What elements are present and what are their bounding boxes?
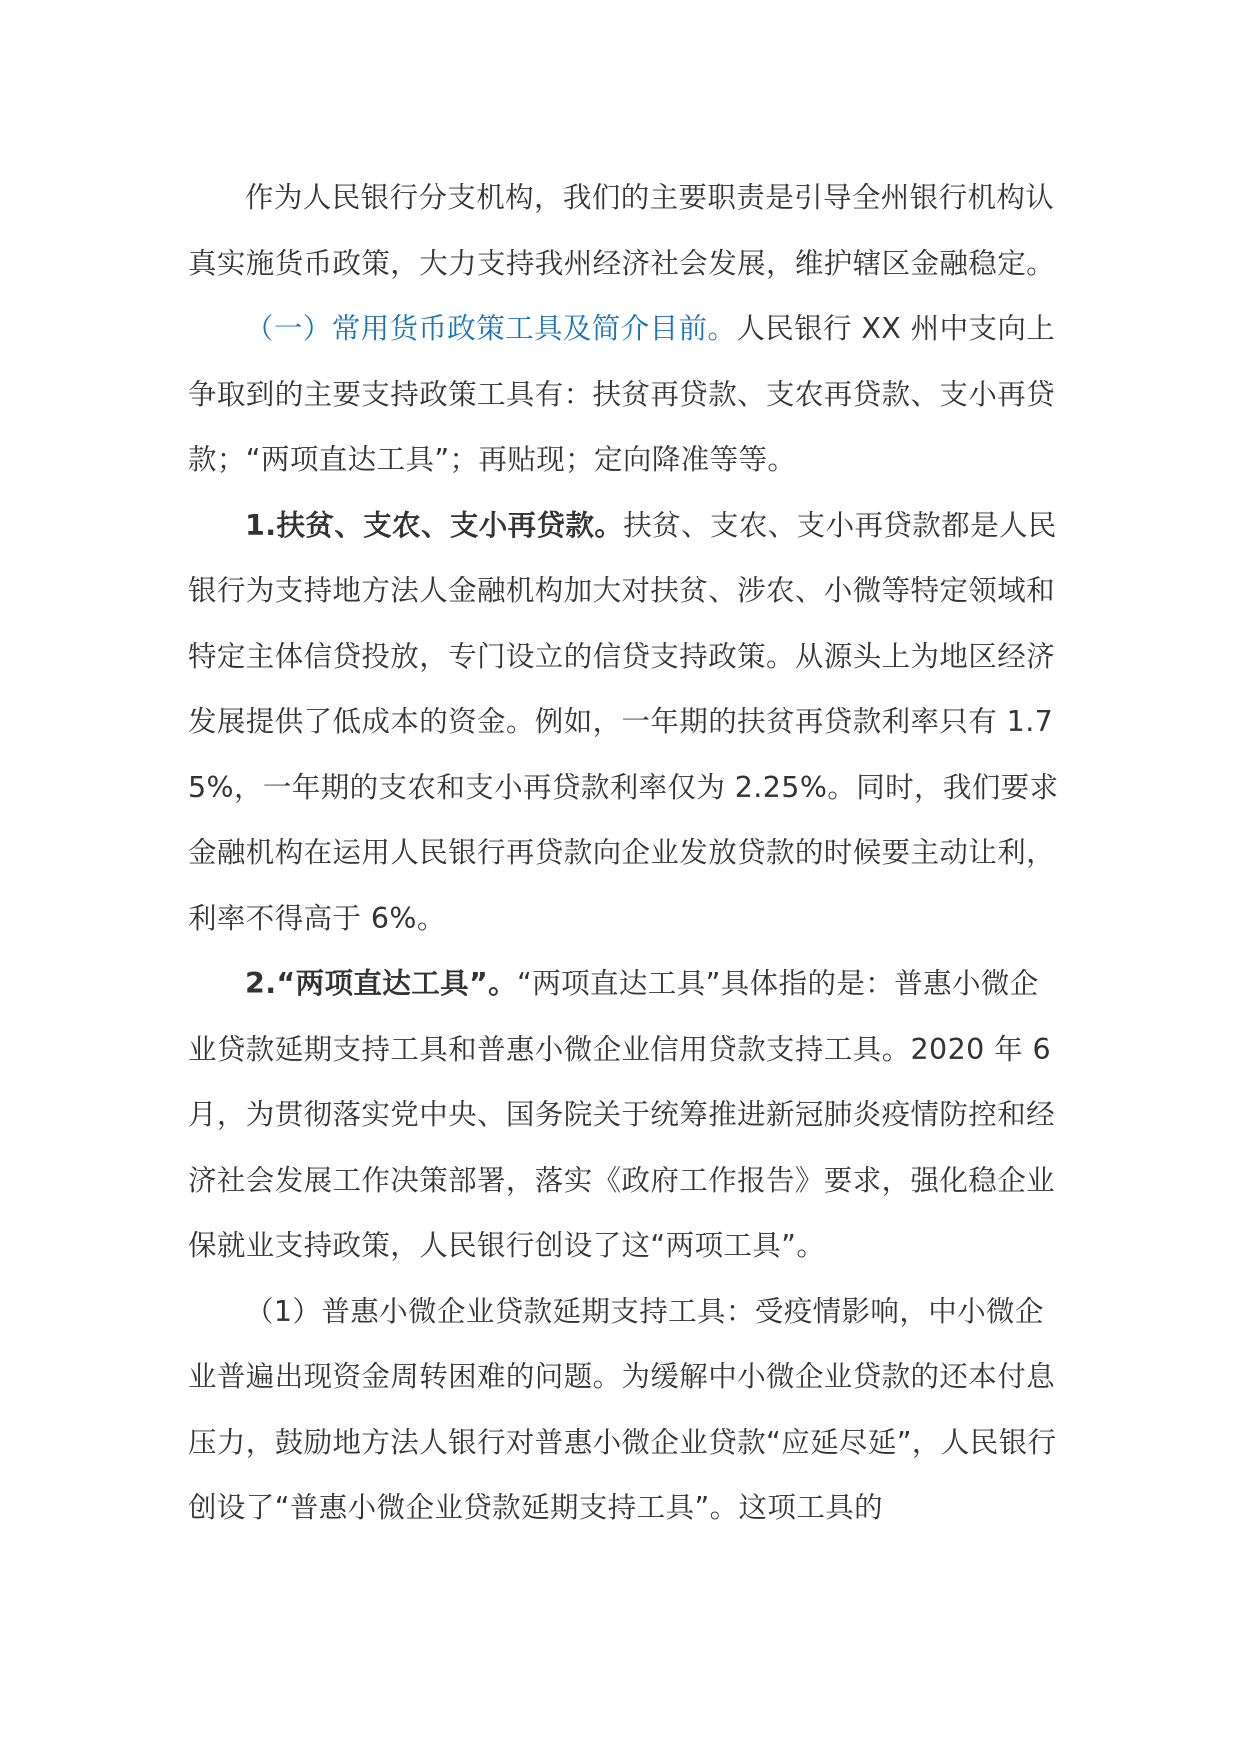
item-2-heading: 2.“两项直达工具”。 xyxy=(245,967,518,1000)
document-body xyxy=(188,165,1060,1541)
item-1-body: 扶贫、支农、支小再贷款都是人民银行为支持地方法人金融机构加大对扶贫、涉农、小微等特定领域和特定主体信贷投放，专门设立的信贷支持政策。从源头上为地区经济发展提供了低成本的资金。例如，一年期的扶贫再贷款利率只有 1.75%，一年期的支农和支小再贷款利率仅为 2.25%。同时，我们要求金融机构在运用人民银行再贷款向企业发放贷款的时候要主动让利，利率不得高于 6%。 xyxy=(188,508,1059,935)
item-2-paragraph xyxy=(188,951,1060,1279)
section-1-paragraph xyxy=(188,296,1060,493)
intro-paragraph: 作为人民银行分支机构，我们的主要职责是引导全州银行机构认真实施货币政策，大力支持我州经济社会发展，维护辖区金融稳定。 xyxy=(188,181,1056,280)
item-2-body: “两项直达工具”具体指的是：普惠小微企业贷款延期支持工具和普惠小微企业信用贷款支持工具。2020 年 6 月，为贯彻落实党中央、国务院关于统筹推进新冠肺炎疫情防控和经济社会发展工作决策部署，落实《政府工作报告》要求，强化稳企业保就业支持政策，人民银行创设了这“两项工具”。 xyxy=(188,967,1056,1262)
subitem-1-paragraph: （1）普惠小微企业贷款延期支持工具：受疫情影响，中小微企业普遍出现资金周转困难的问题。为缓解中小微企业贷款的还本付息压力，鼓励地方法人银行对普惠小微企业贷款“应延尽延”，人民银行创设了“普惠小微企业贷款延期支持工具”。这项工具的 xyxy=(188,1294,1057,1524)
item-1-heading: 1.扶贫、支农、支小再贷款。 xyxy=(245,508,624,542)
section-1-heading: （一）常用货币政策工具及简介目前。 xyxy=(245,312,737,345)
section-1-body: 人民银行 XX 州中支向上争取到的主要支持政策工具有：扶贫再贷款、支农再贷款、支小再贷款；“两项直达工具”；再贴现；定向降准等等。 xyxy=(188,312,1056,476)
item-1-paragraph xyxy=(188,493,1060,952)
